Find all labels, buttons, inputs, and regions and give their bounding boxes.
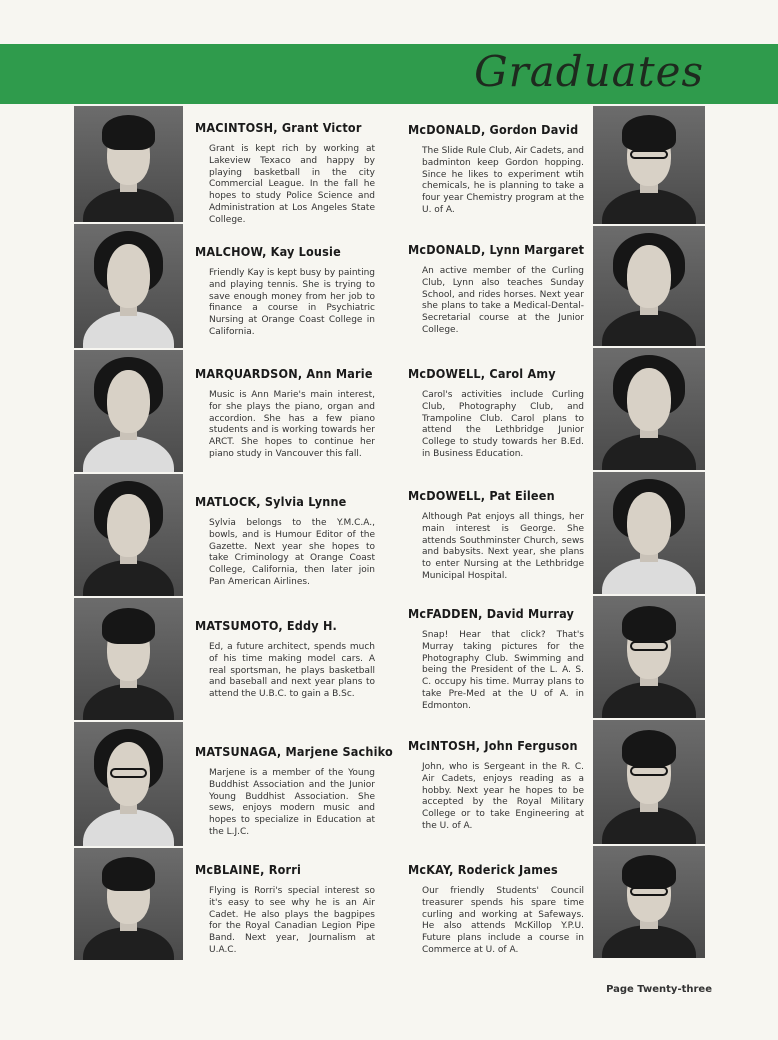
graduate-entry <box>408 242 588 337</box>
graduate-entry <box>408 122 588 217</box>
graduate-name: McFADDEN, David Murray <box>408 606 575 621</box>
portrait-photo <box>74 722 183 846</box>
graduate-entry <box>195 744 393 839</box>
portrait-photo <box>593 720 705 844</box>
graduate-bio: Carol's activities include Curling Club, Photography Club, and Trampoline Club. Carol plans to attend the Lethbridge Junior College to study towards her B.Ed. in Business Education. <box>422 390 584 459</box>
portrait-photo <box>74 224 183 348</box>
portrait-photo <box>593 226 705 346</box>
graduate-bio: Our friendly Students' Council treasurer spends his spare time curling and working at Safeways. He also attends McKillop Y.P.U. Future plans include a course in Commerce at U. of A. <box>422 886 584 955</box>
graduate-entry <box>195 494 375 589</box>
graduate-name: McINTOSH, John Ferguson <box>408 738 578 753</box>
graduate-entry <box>408 606 588 713</box>
graduate-entry <box>195 120 375 227</box>
graduate-entry <box>195 366 375 461</box>
graduate-bio: Friendly Kay is kept busy by painting and playing tennis. She is trying to save enough money from her job to finance a course in Psychiatric Nursing at Orange Coast College in California. <box>209 268 375 337</box>
graduate-entry <box>195 862 375 957</box>
graduate-name: MATSUNAGA, Marjene Sachiko <box>195 744 393 759</box>
graduate-name: MACINTOSH, Grant Victor <box>195 120 362 135</box>
graduate-bio: An active member of the Curling Club, Lynn also teaches Sunday School, and rides horses. Next year she plans to take a Medical-Dental-Secretarial course at the Junior College. <box>422 266 584 335</box>
portrait-photo <box>593 846 705 958</box>
graduate-name: McBLAINE, Rorri <box>195 862 302 877</box>
graduate-name: MARQUARDSON, Ann Marie <box>195 366 373 381</box>
graduate-bio: John, who is Sergeant in the R. C. Air Cadets, enjoys reading as a hobby. Next year he hopes to be accepted by the Royal Military College or to take Engineering at the U. of A. <box>422 762 584 831</box>
page-number: Page Twenty-three <box>606 984 712 995</box>
portrait-photo <box>593 596 705 718</box>
graduate-name: McDOWELL, Pat Eileen <box>408 488 555 503</box>
graduate-bio: Snap! Hear that click? That's Murray taking pictures for the Photography Club. Swimming and being the President of the L. A. S. C. occupy his time. Murray plans to take Pre-Med at the U of A. in Edmonton. <box>422 630 584 711</box>
graduate-bio: Music is Ann Marie's main interest, for she plays the piano, organ and accordion. She has a few piano students and is working towards her ARCT. She hopes to continue her piano study in Vancouver this fall. <box>209 390 375 459</box>
portrait-photo <box>593 106 705 224</box>
graduate-name: McKAY, Roderick James <box>408 862 558 877</box>
portrait-photo <box>74 350 183 472</box>
section-banner <box>0 44 778 104</box>
graduate-entry <box>408 488 588 583</box>
graduate-name: MALCHOW, Kay Lousie <box>195 244 341 259</box>
graduate-name: McDONALD, Gordon David <box>408 122 579 137</box>
graduate-name: MATSUMOTO, Eddy H. <box>195 618 338 633</box>
graduate-entry <box>408 738 588 833</box>
graduate-entry <box>195 244 375 339</box>
graduate-bio: The Slide Rule Club, Air Cadets, and badminton keep Gordon hopping. Since he likes to experiment wtih chemicals, he is planning to take a four year Chemistry program at the U. of A. <box>422 146 584 215</box>
graduate-bio: Although Pat enjoys all things, her main interest is George. She attends Southminster Church, sews and babysits. Next year, she plans to enter Nursing at the Lethbridge Municipal Hospital. <box>422 512 584 581</box>
section-title: Graduates <box>474 47 704 96</box>
portrait-photo <box>74 106 183 222</box>
portrait-photo <box>74 474 183 596</box>
graduate-bio: Sylvia belongs to the Y.M.C.A., bowls, and is Humour Editor of the Gazette. Next year she hopes to take Criminology at Orange Coast College, California, then later join Pan American Airlines. <box>209 518 375 587</box>
graduate-entry <box>408 862 588 957</box>
graduate-bio: Flying is Rorri's special interest so it's easy to see why he is an Air Cadet. He also plays the bagpipes for the Royal Canadian Legion Pipe Band. Next year, Journalism at U.A.C. <box>209 886 375 955</box>
portrait-photo <box>593 348 705 470</box>
portrait-photo <box>74 848 183 960</box>
graduate-name: McDONALD, Lynn Margaret <box>408 242 585 257</box>
graduate-bio: Marjene is a member of the Young Buddhist Association and the Junior Young Buddhist Association. She sews, enjoys modern music and hopes to specialize in Education at the L.J.C. <box>209 768 375 837</box>
portrait-photo <box>593 472 705 594</box>
graduate-name: MATLOCK, Sylvia Lynne <box>195 494 347 509</box>
portrait-photo <box>74 598 183 720</box>
graduate-entry <box>195 618 375 701</box>
graduate-name: McDOWELL, Carol Amy <box>408 366 556 381</box>
graduate-entry <box>408 366 588 461</box>
graduate-bio: Grant is kept rich by working at Lakeview Texaco and happy by playing basketball in the city Commercial League. In the fall he hopes to study Police Science and Administration at Los Angeles State College. <box>209 144 375 225</box>
graduate-bio: Ed, a future architect, spends much of his time making model cars. A real sportsman, he plays basketball and baseball and next year plans to attend the U.B.C. to gain a B.Sc. <box>209 642 375 700</box>
